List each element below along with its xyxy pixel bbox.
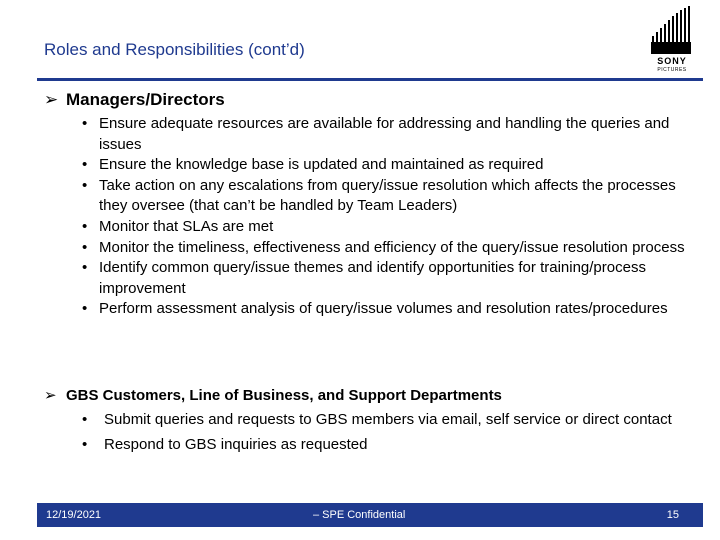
list-item: • Monitor that SLAs are met [82, 217, 702, 238]
footer-confidential: – SPE Confidential [313, 509, 406, 521]
logo-sub-text: PICTURES [657, 67, 687, 73]
arrow-bullet-icon: ➢ [44, 90, 59, 109]
bullet-dot-icon: • [82, 156, 88, 174]
footer-date: 12/19/2021 [46, 509, 102, 521]
company-logo [649, 6, 695, 74]
bullet-dot-icon: • [82, 217, 88, 235]
bullet-dot-icon: • [82, 300, 88, 318]
bullet-dot-icon: • [82, 259, 88, 277]
bullet-dot-icon: • [82, 176, 88, 194]
list-item: • Perform assessment analysis of query/issue volumes and resolution rates/procedures [82, 299, 702, 320]
bullet-dot-icon: • [82, 411, 88, 428]
logo-brand-text: SONY [657, 56, 687, 66]
list-item: • Identify common query/issue themes and identify opportunities for training/process improvement [82, 259, 646, 297]
section-heading-text: GBS Customers, Line of Business, and Support Departments [66, 387, 502, 404]
page-number: 15 [666, 509, 679, 521]
section-heading-gbs [44, 386, 502, 404]
bullet-dot-icon: • [82, 435, 88, 453]
list-item: • Ensure the knowledge base is updated and maintained as required [82, 155, 702, 176]
list-item: • Ensure adequate resources are available for addressing and handling the queries and issues [82, 115, 670, 153]
list-item: • Respond to GBS inquiries as requested [82, 435, 702, 456]
managers-bullet-list [82, 114, 702, 320]
section-heading-managers [44, 90, 225, 110]
section-heading-text: Managers/Directors [66, 90, 225, 109]
bullet-dot-icon: • [82, 238, 88, 256]
gbs-bullet-list [82, 410, 702, 455]
slide-title: Roles and Responsibilities (cont’d) [44, 40, 305, 59]
list-item: • Submit queries and requests to GBS members via email, self service or direct contact [82, 410, 702, 431]
bullet-dot-icon: • [82, 115, 88, 132]
list-item: • Monitor the timeliness, effectiveness and efficiency of the query/issue resolution process [82, 238, 702, 259]
arrow-bullet-icon: ➢ [44, 387, 57, 404]
footer-bar [37, 503, 703, 527]
logo-stripes-icon [649, 6, 695, 56]
list-item: • Take action on any escalations from query/issue resolution which affects the processes they oversee (that can’t be handled by Team Leaders) [82, 176, 676, 215]
title-divider [37, 78, 703, 81]
